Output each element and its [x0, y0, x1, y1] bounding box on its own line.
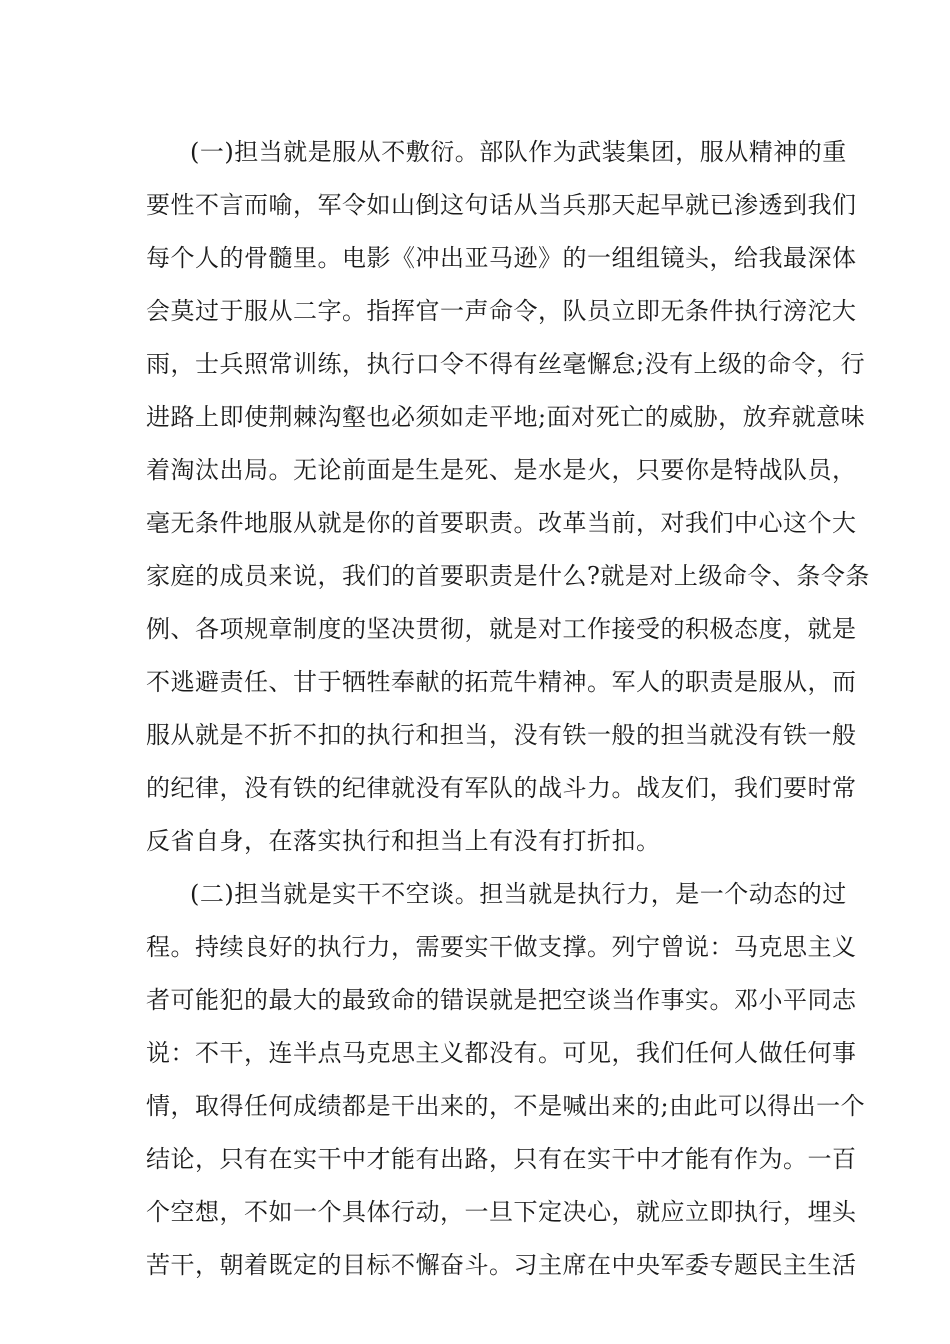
- text-line: 个空想，不如一个具体行动，一旦下定决心，就应立即执行，埋头: [146, 1198, 857, 1226]
- text-line: 每个人的骨髓里。电影《冲出亚马逊》的一组组镜头，给我最深体: [146, 244, 857, 272]
- text-line: 苦干，朝着既定的目标不懈奋斗。习主席在中央军委专题民主生活: [146, 1251, 857, 1279]
- text-line: 毫无条件地服从就是你的首要职责。改革当前，对我们中心这个大: [146, 509, 857, 537]
- paragraph-1: [146, 126, 870, 868]
- text-line: 情，取得任何成绩都是干出来的，不是喊出来的;由此可以得出一个: [146, 1092, 866, 1120]
- text-line: 雨，士兵照常训练，执行口令不得有丝毫懈怠;没有上级的命令，行: [146, 350, 866, 378]
- text-line: 不逃避责任、甘于牺牲奉献的拓荒牛精神。军人的职责是服从，而: [146, 668, 857, 696]
- text-line: 的纪律，没有铁的纪律就没有军队的战斗力。战友们，我们要时常: [146, 774, 857, 802]
- text-line: 说：不干，连半点马克思主义都没有。可见，我们任何人做任何事: [146, 1039, 857, 1067]
- text-line: 会莫过于服从二字。指挥官一声命令，队员立即无条件执行滂沱大: [146, 297, 857, 325]
- paragraph-2: [146, 868, 866, 1292]
- text-line: 要性不言而喻，军令如山倒这句话从当兵那天起早就已渗透到我们: [146, 191, 857, 219]
- text-line: 例、各项规章制度的坚决贯彻，就是对工作接受的积极态度，就是: [146, 615, 857, 643]
- text-line: 进路上即使荆棘沟壑也必须如走平地;面对死亡的威胁，放弃就意味: [146, 403, 866, 431]
- text-line: 家庭的成员来说，我们的首要职责是什么?就是对上级命令、条令条: [146, 562, 870, 590]
- text-line: 程。持续良好的执行力，需要实干做支撑。列宁曾说：马克思主义: [146, 933, 857, 961]
- text-line: 者可能犯的最大的最致命的错误就是把空谈当作事实。邓小平同志: [146, 986, 857, 1014]
- document-body: [146, 126, 870, 1292]
- text-line: 服从就是不折不扣的执行和担当，没有铁一般的担当就没有铁一般: [146, 721, 857, 749]
- text-line: 结论，只有在实干中才能有出路，只有在实干中才能有作为。一百: [146, 1145, 857, 1173]
- text-line: 反省自身，在落实执行和担当上有没有打折扣。: [146, 827, 661, 855]
- text-line: (二)担当就是实干不空谈。担当就是执行力，是一个动态的过: [190, 880, 847, 908]
- text-line: (一)担当就是服从不敷衍。部队作为武装集团，服从精神的重: [190, 138, 847, 166]
- text-line: 着淘汰出局。无论前面是生是死、是水是火，只要你是特战队员，: [146, 456, 857, 484]
